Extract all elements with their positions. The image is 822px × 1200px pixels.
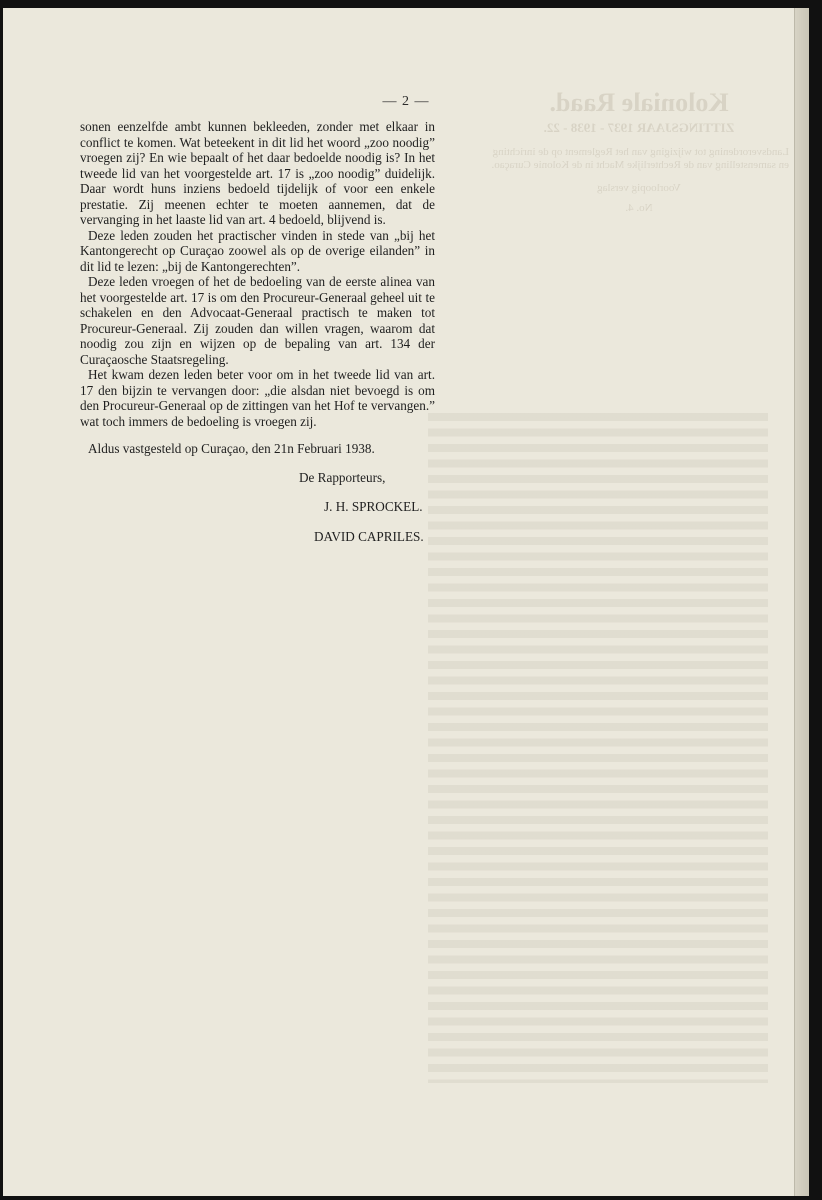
- paragraph: sonen eenzelfde ambt kunnen bekleeden, zonder met elkaar in conflict te komen. Wat beteekent in dit lid het woord „zoo noodig” vroegen zij? En wie bepaalt of het daar bedoelde noodig is? In het tweede lid van het voorgestelde art. 17 is „zoo noodig” duidelijk. Daar wordt huns inziens bedoeld tijdelijk of voor een enkele prestatie. Zij meenen echter te moeten aannemen, dat de vervanging in het laaste lid van art. 4 bedoeld, blijvend is.: [80, 119, 435, 227]
- paragraph: Deze leden vroegen of het de bedoeling van de eerste alinea van het voorgestelde art. 17 is om den Procureur-Generaal geheel uit te schakelen en den Advocaat-Generaal practisch te maken tot Procureur-Generaal. Zij zouden dan willen vragen, waarom dat noodig zou zijn en wijzen op de bepaling van art. 134 der Curaçaosche Staatsregeling.: [80, 274, 435, 367]
- bleed-through-column: [428, 413, 768, 1083]
- bleed-title: Koloniale Raad.: [549, 88, 729, 117]
- paragraph: Het kwam dezen leden beter voor om in het tweede lid van art. 17 den bijzin te vervangen door: „die alsdan niet bevoegd is om den Procureur-Generaal op de zittingen van het Hof te vervangen.” wat toch immers de bedoeling is vroegen zij.: [80, 367, 435, 429]
- closing-statement: Aldus vastgesteld op Curaçao, den 21n Februari 1938.: [88, 441, 375, 456]
- paragraph: Deze leden zouden het practischer vinden in stede van „bij het Kantongerecht op Curaçao zoowel als op de overige eilanden” in dit lid te lezen: „bij de Kantongerechten”.: [80, 227, 435, 274]
- bleed-description: Landsverordening tot wijziging van het Reglement op de inrichting en samenstelling van de Rechterlijke Macht in de Kolonie Curaçao.: [491, 146, 789, 171]
- bleed-number: No. 4.: [625, 202, 653, 214]
- bleed-subtitle: ZITTINGSJAAR 1937 - 1938 - 22.: [543, 120, 735, 135]
- page-edge: [794, 8, 809, 1196]
- rapporteurs-label: De Rapporteurs,: [299, 470, 386, 485]
- signatory-sprockel: J. H. SPROCKEL.: [324, 499, 423, 514]
- signatory-capriles: DAVID CAPRILES.: [314, 529, 424, 544]
- bleed-report-label: Voorloopig verslag: [597, 182, 681, 194]
- body-text: [80, 119, 435, 429]
- page-number: — 2 —: [382, 94, 430, 109]
- document-page: [3, 8, 809, 1196]
